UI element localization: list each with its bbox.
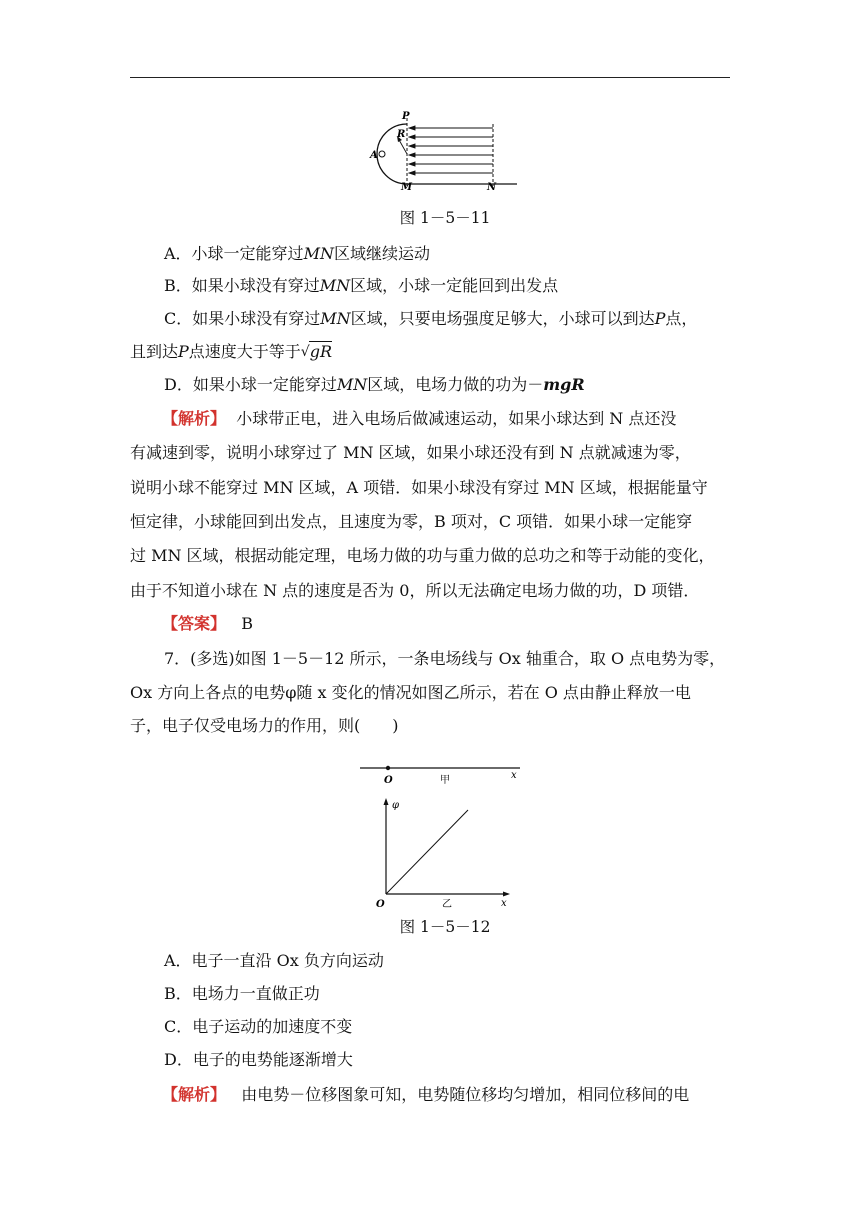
- q7-stem-line1: 7．(多选)如图 1－5－12 所示，一条电场线与 Ox 轴重合，取 O 点电势为零，: [164, 649, 726, 668]
- analysis-q6-line5: 过 MN 区域，根据动能定理，电场力做的功与重力做的总功之和等于动能的变化，: [130, 546, 715, 565]
- analysis-q6-line2: 有减速到零，说明小球穿过了 MN 区域，如果小球还没有到 N 点就减速为零，: [130, 443, 691, 462]
- label-p: P: [402, 111, 410, 122]
- analysis-q6-line1: 【解析】 小球带正电，进入电场后做减速运动，如果小球达到 N 点还没: [162, 409, 677, 428]
- q7-option-d: D．电子的电势能逐渐增大: [164, 1050, 353, 1069]
- header-rule: [130, 77, 730, 78]
- analysis-q6-line4: 恒定律，小球能回到出发点，且速度为零，B 项对，C 项错．如果小球一定能穿: [130, 512, 693, 531]
- figure-1-5-11: [365, 108, 525, 192]
- option-a: A．小球一定能穿过MN区域继续运动: [164, 244, 430, 263]
- analysis-q6-line6: 由于不知道小球在 N 点的速度是否为 0，所以无法确定电场力做的功，D 项错．: [130, 581, 700, 600]
- yi-o-label: O: [376, 899, 385, 910]
- yi-label: 乙: [442, 899, 452, 910]
- jia-o-label: O: [384, 775, 393, 786]
- label-r: R: [397, 129, 406, 140]
- label-n: N: [487, 182, 497, 192]
- analysis-q7-line1: 【解析】 由电势－位移图象可知，电势随位移均匀增加，相同位移间的电: [162, 1085, 690, 1104]
- figure-caption-1-5-12: 图 1－5－12: [399, 918, 491, 936]
- q7-stem-line3: 子，电子仅受电场力的作用，则( ): [130, 716, 399, 735]
- q7-option-b: B．电场力一直做正功: [164, 984, 320, 1003]
- label-m: M: [401, 182, 413, 192]
- q7-option-c: C．电子运动的加速度不变: [164, 1017, 353, 1036]
- q7-stem-line2: Ox 方向上各点的电势φ随 x 变化的情况如图乙所示，若在 O 点由静止释放一电: [130, 683, 691, 702]
- option-b: B．如果小球没有穿过MN区域，小球一定能回到出发点: [164, 276, 559, 295]
- analysis-q6-line3: 说明小球不能穿过 MN 区域，A 项错．如果小球没有穿过 MN 区域，根据能量守: [130, 478, 708, 497]
- answer-tag: 【答案】: [162, 614, 227, 633]
- sqrt-expression: √ gR: [300, 342, 333, 361]
- q7-option-a: A．电子一直沿 Ox 负方向运动: [164, 951, 384, 970]
- yi-phi-label: φ: [392, 800, 400, 811]
- label-a: A: [370, 150, 378, 161]
- figure-yi: [370, 796, 520, 912]
- option-c-line2: 且到达P点速度大于等于 √ gR: [130, 342, 333, 361]
- option-d: D．如果小球一定能穿过MN区域，电场力做的功为－mgR: [164, 375, 585, 394]
- answer-value: B: [241, 614, 254, 633]
- answer-q6: [162, 614, 762, 634]
- jia-label: 甲: [440, 775, 450, 786]
- yi-x-label: x: [501, 898, 507, 909]
- analysis-tag: 【解析】: [162, 409, 227, 428]
- figure-caption-1-5-11: 图 1－5－11: [399, 209, 491, 227]
- jia-x-label: x: [511, 770, 517, 781]
- analysis-tag-q7: 【解析】: [162, 1085, 227, 1104]
- option-c-line1: C．如果小球没有穿过MN区域，只要电场强度足够大，小球可以到达P点，: [164, 309, 698, 328]
- figure-jia: [360, 758, 530, 788]
